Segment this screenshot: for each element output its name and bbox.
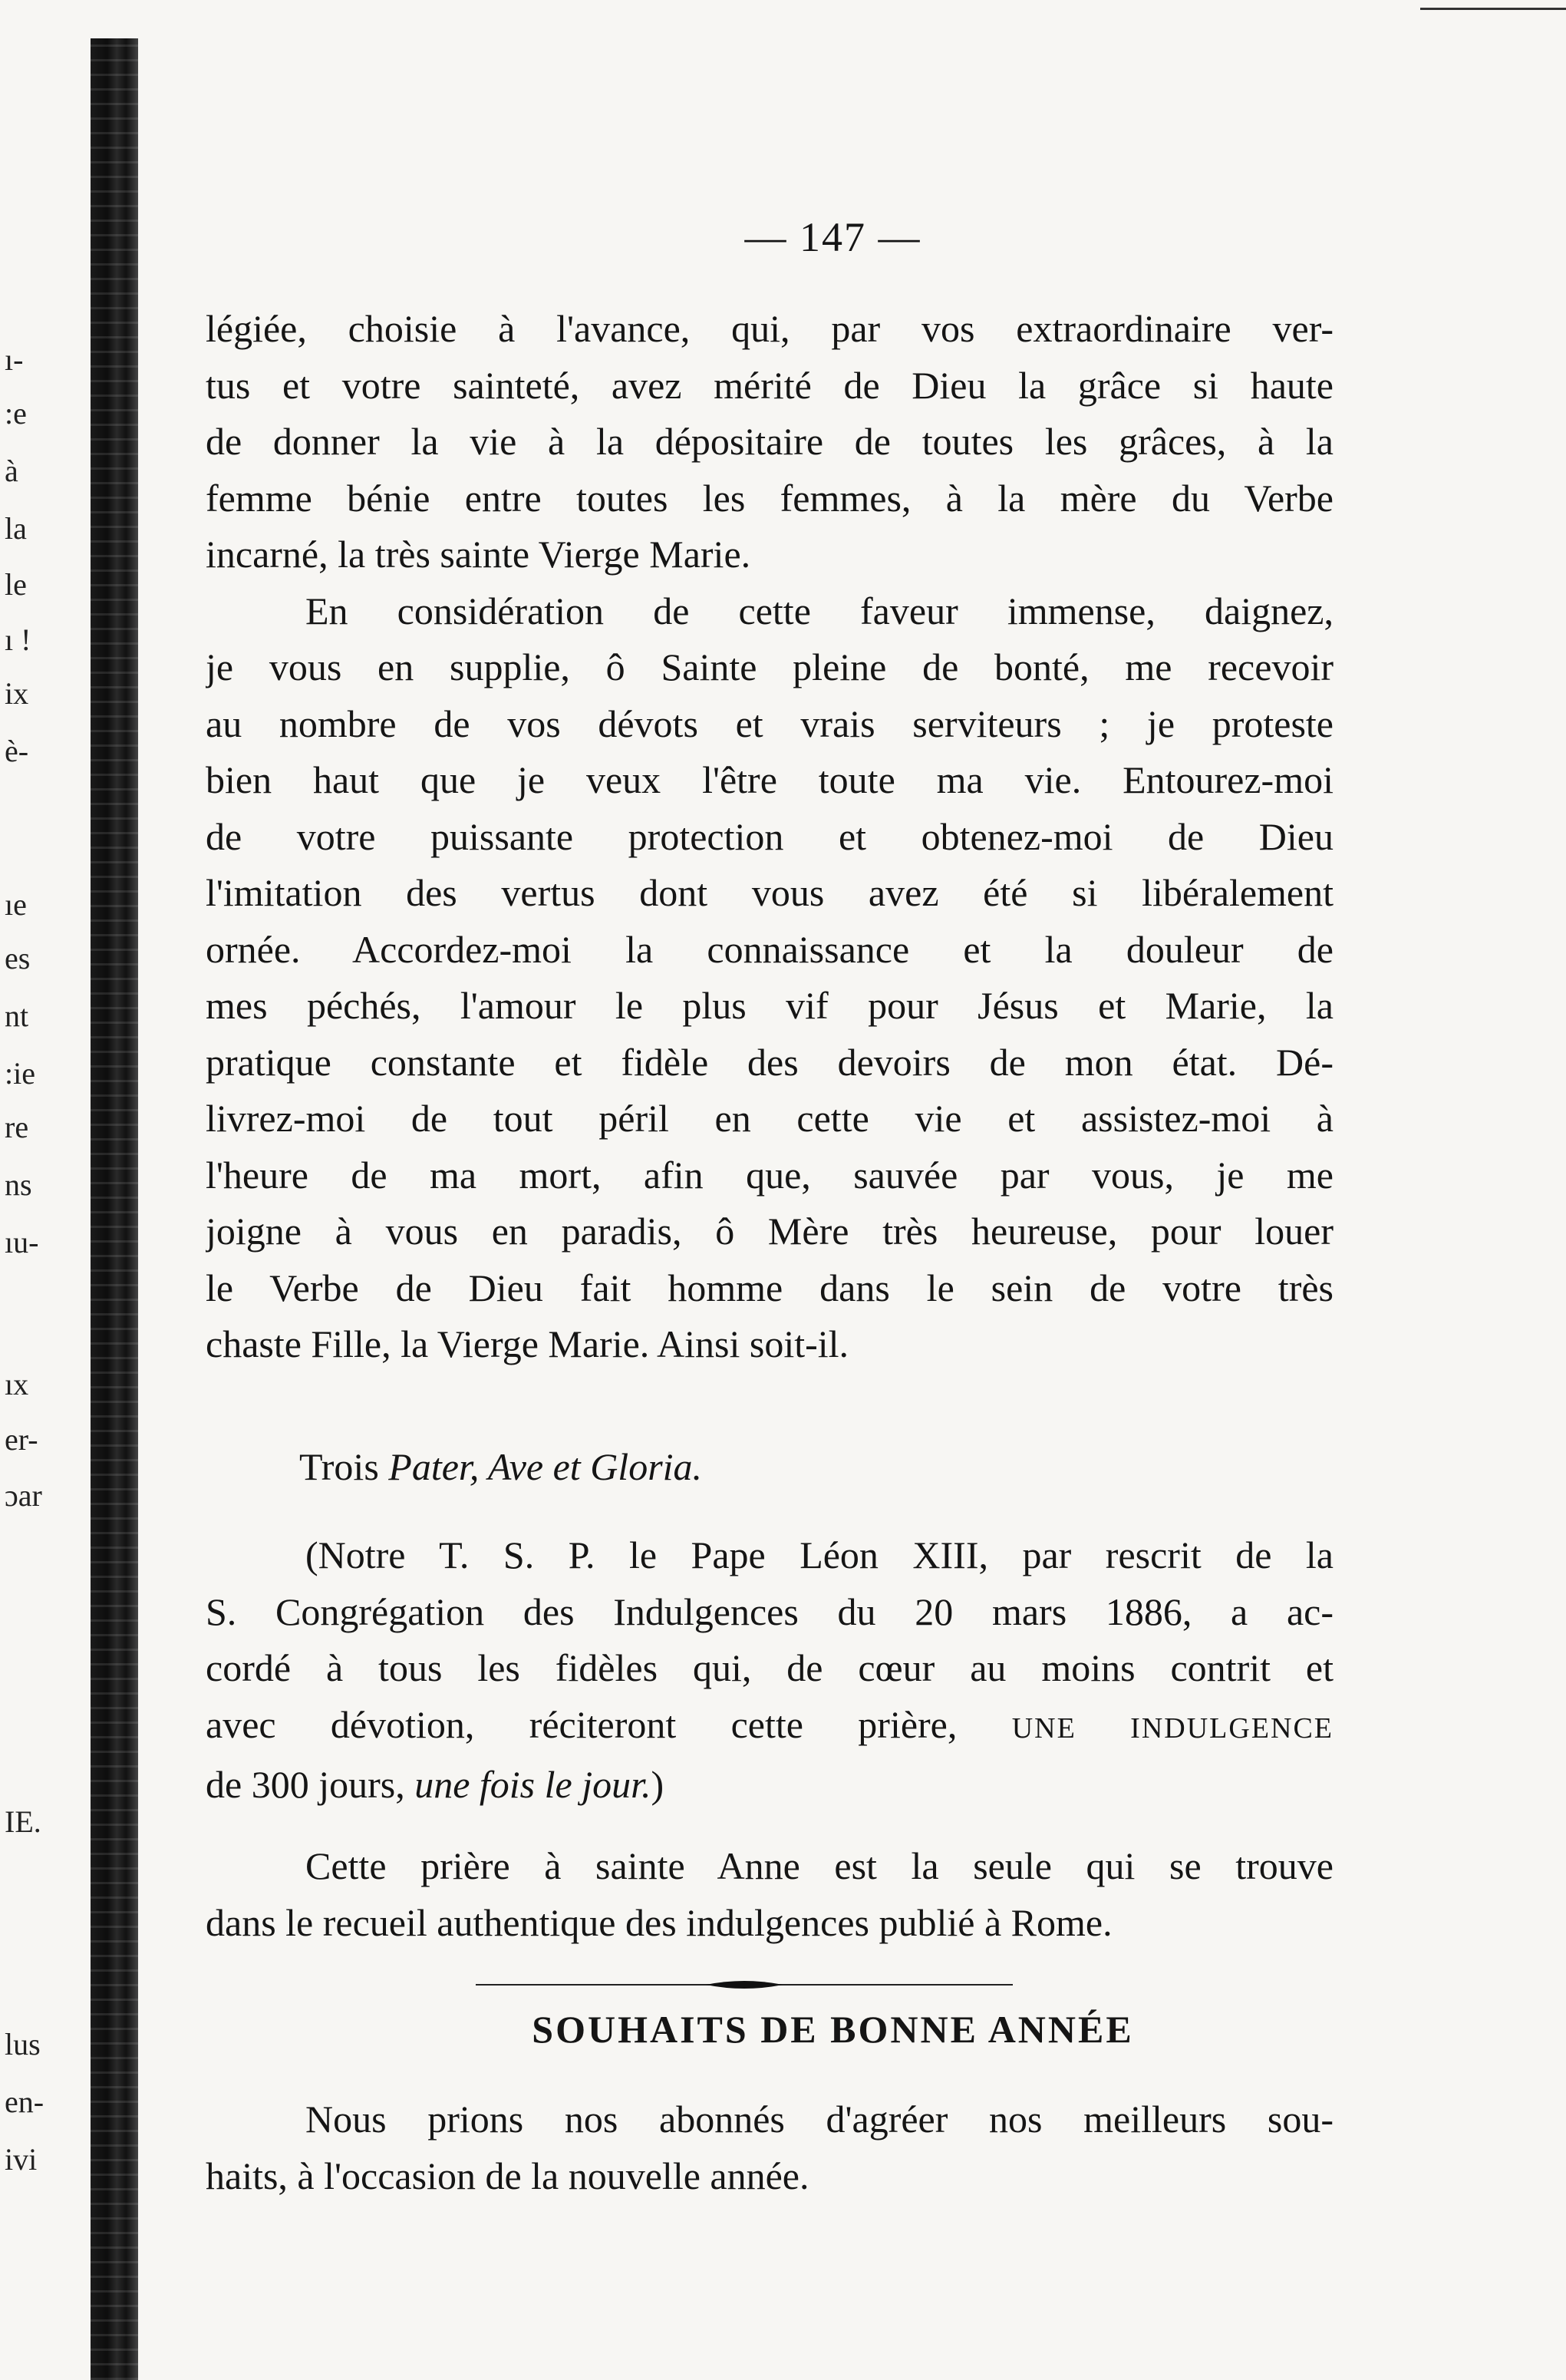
- text-line: mes péchés, l'amour le plus vif pour Jésus et Marie, la: [206, 984, 1334, 1027]
- prayer-instruction-prefix: Trois: [299, 1445, 379, 1488]
- margin-fragment: à: [5, 454, 18, 488]
- margin-fragment: ıu-: [5, 1225, 39, 1259]
- margin-fragment: re: [5, 1110, 29, 1144]
- text-line: au nombre de vos dévots et vrais serviteurs ; je proteste: [206, 701, 1334, 745]
- text-line: pratique constante et fidèle des devoirs de mon état. Dé-: [206, 1040, 1334, 1084]
- prayer-instruction-italic: Pater, Ave et Gloria.: [388, 1445, 703, 1488]
- new-year-wishes: [206, 2091, 1334, 2204]
- text-line: l'imitation des vertus dont vous avez été si libéralement: [206, 871, 1334, 914]
- margin-fragment: er-: [5, 1422, 38, 1457]
- top-edge-rule: [1420, 8, 1566, 10]
- text-line: haits, à l'occasion de la nouvelle année.: [206, 2154, 809, 2197]
- text-line: Cette prière à sainte Anne est la seule qui se trouve: [305, 1844, 1334, 1887]
- text-line: tus et votre sainteté, avez mérité de Dieu la grâce si haute: [206, 363, 1334, 407]
- text-segment: ): [651, 1763, 664, 1806]
- prayer-instruction: [299, 1444, 702, 1489]
- margin-fragment: ivi: [5, 2142, 38, 2177]
- text-line: En considération de cette faveur immense, daignez,: [305, 589, 1334, 632]
- prayer-body: [206, 301, 1334, 1373]
- margin-fragment: ı !: [5, 622, 31, 657]
- margin-fragment: es: [5, 941, 31, 975]
- text-line: incarné, la très sainte Vierge Marie.: [206, 533, 751, 576]
- text-line: femme bénie entre toutes les femmes, à la mère du Verbe: [206, 476, 1334, 520]
- text-line: de votre puissante protection et obtenez-moi de Dieu: [206, 814, 1334, 858]
- text-line: [206, 1757, 1334, 1814]
- text-line: cordé à tous les fidèles qui, de cœur au moins contrit et: [206, 1646, 1334, 1689]
- text-line: le Verbe de Dieu fait homme dans le sein de votre très: [206, 1266, 1334, 1309]
- closing-paragraph: [206, 1838, 1334, 1951]
- page-number: — 147 —: [744, 214, 921, 260]
- text-segment-italic: une fois le jour.: [414, 1763, 651, 1806]
- margin-fragment: lus: [5, 2027, 41, 2061]
- margin-fragment: le: [5, 567, 27, 602]
- text-line: dans le recueil authentique des indulgences publié à Rome.: [206, 1900, 1113, 1944]
- indulgence-note: [206, 1527, 1334, 1814]
- margin-fragment: ns: [5, 1167, 32, 1202]
- margin-fragment: en-: [5, 2085, 45, 2119]
- section-heading: SOUHAITS DE BONNE ANNÉE: [532, 2008, 1134, 2051]
- text-line: l'heure de ma mort, afin que, sauvée par vous, je me: [206, 1153, 1334, 1197]
- text-line: livrez-moi de tout péril en cette vie et assistez-moi à: [206, 1097, 1334, 1140]
- text-line: S. Congrégation des Indulgences du 20 mars 1886, a ac-: [206, 1589, 1334, 1633]
- text-segment: de 300 jours,: [206, 1763, 405, 1806]
- text-line: (Notre T. S. P. le Pape Léon XIII, par rescrit de la: [305, 1533, 1334, 1576]
- text-line: légiée, choisie à l'avance, qui, par vos extraordinaire ver-: [206, 307, 1334, 350]
- text-line: Nous prions nos abonnés d'agréer nos meilleurs sou-: [305, 2098, 1334, 2141]
- text-line: joigne à vous en paradis, ô Mère très heureuse, pour louer: [206, 1210, 1334, 1253]
- text-line: ornée. Accordez-moi la connaissance et la douleur de: [206, 927, 1334, 971]
- text-line: [206, 1697, 1334, 1758]
- margin-fragment: ıx: [5, 1367, 29, 1401]
- margin-fragment: ı-: [5, 342, 24, 377]
- margin-fragment: nt: [5, 999, 29, 1033]
- text-segment: avec dévotion, réciteront cette prière,: [206, 1702, 958, 1746]
- margin-fragment: ıe: [5, 887, 27, 922]
- margin-fragment: :e: [5, 396, 27, 431]
- text-line: bien haut que je veux l'être toute ma vie. Entourez-moi: [206, 758, 1334, 801]
- indulgence-smallcaps: UNE INDULGENCE: [1011, 1712, 1334, 1745]
- margin-fragment: ix: [5, 676, 29, 711]
- margin-fragment: IE.: [5, 1804, 41, 1839]
- margin-fragment: la: [5, 511, 27, 546]
- margin-fragment: ɔar: [5, 1478, 42, 1513]
- ornamental-separator: [476, 1979, 1013, 1991]
- text-line: je vous en supplie, ô Sainte pleine de bonté, me recevoir: [206, 645, 1334, 688]
- text-line: chaste Fille, la Vierge Marie. Ainsi soit-il.: [206, 1322, 849, 1365]
- margin-fragment: :ie: [5, 1056, 35, 1091]
- text-line: de donner la vie à la dépositaire de toutes les grâces, à la: [206, 420, 1334, 463]
- margin-fragment: è-: [5, 734, 29, 768]
